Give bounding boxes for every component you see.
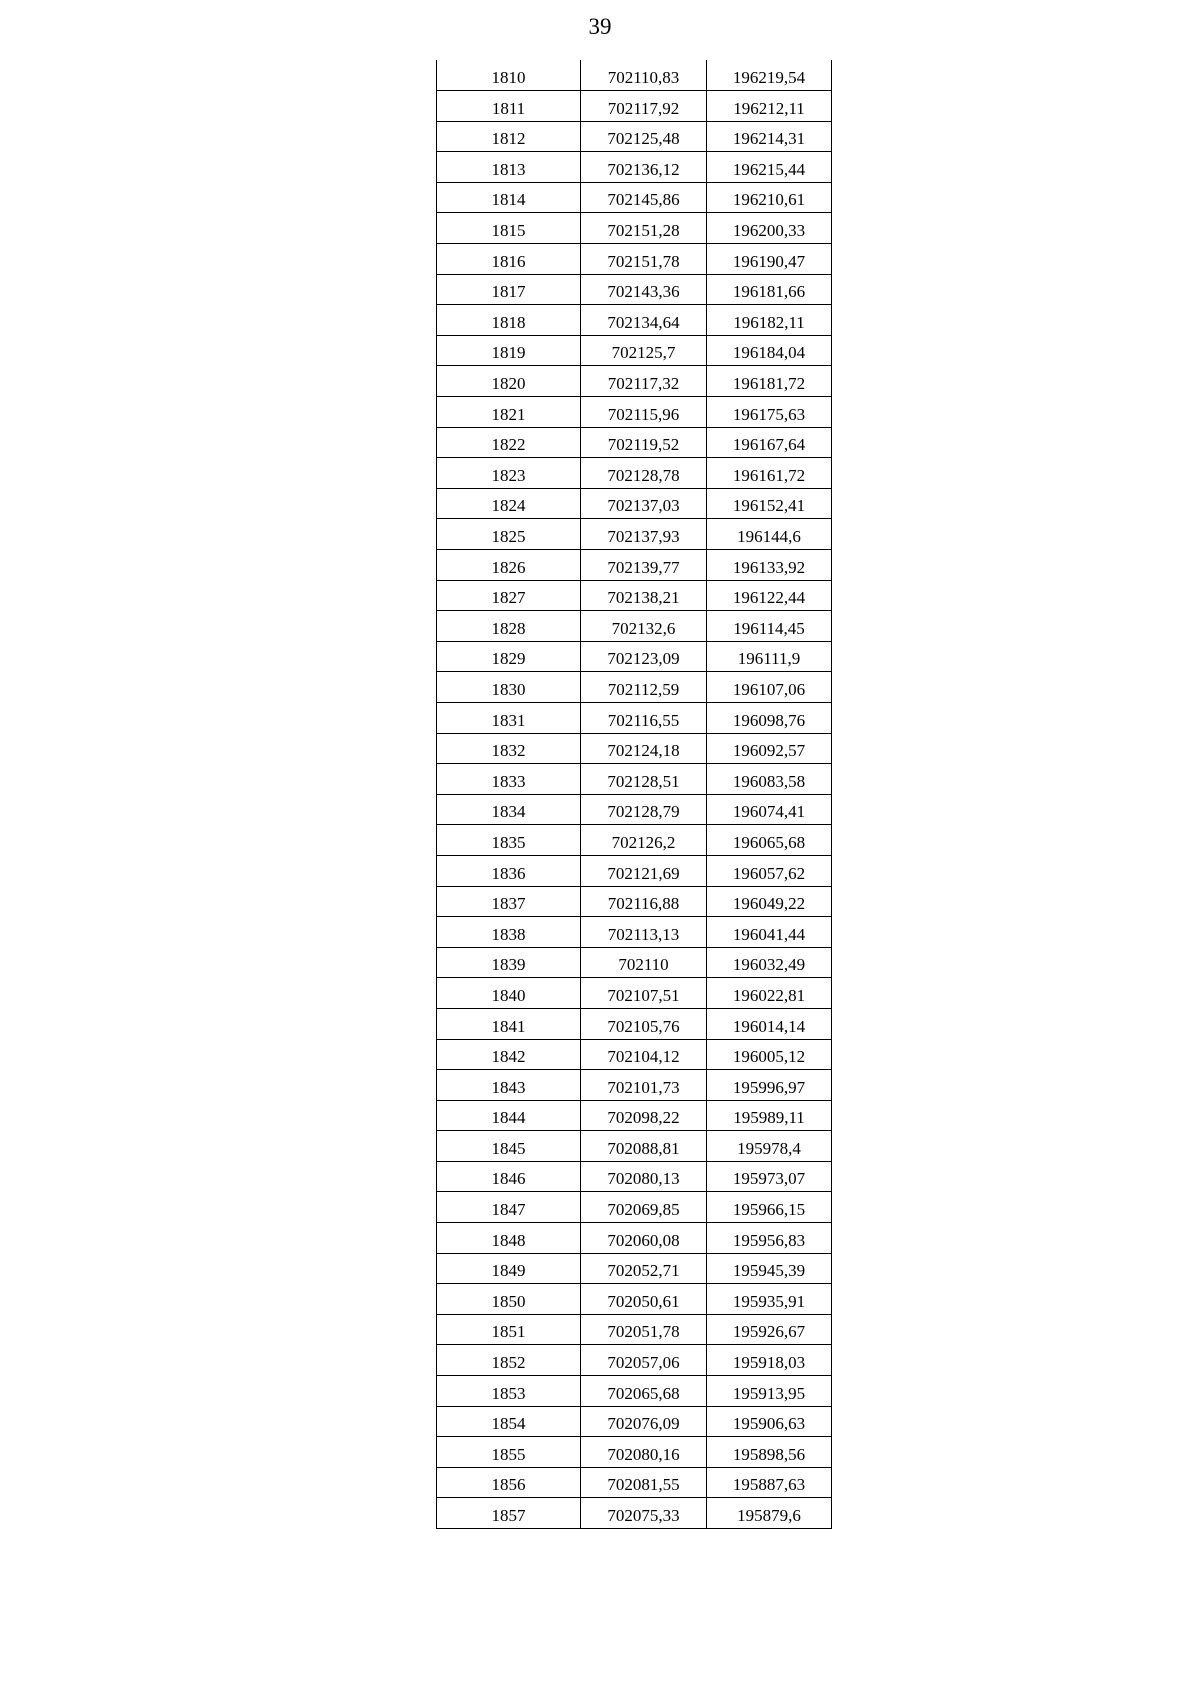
x-coordinate-cell: 702151,28: [581, 213, 707, 244]
y-coordinate-cell: 196190,47: [707, 244, 832, 275]
x-coordinate-cell: 702117,32: [581, 366, 707, 397]
table-row: [437, 60, 832, 91]
point-number-cell: 1852: [437, 1345, 581, 1376]
x-coordinate-cell: 702107,51: [581, 978, 707, 1009]
point-number-cell: 1836: [437, 855, 581, 886]
x-coordinate-cell: 702060,08: [581, 1223, 707, 1254]
point-number-cell: 1816: [437, 244, 581, 275]
x-coordinate-cell: 702128,78: [581, 458, 707, 489]
y-coordinate-cell: 196182,11: [707, 305, 832, 336]
y-coordinate-cell: 195966,15: [707, 1192, 832, 1223]
table-row: [437, 397, 832, 428]
point-number-cell: 1851: [437, 1314, 581, 1345]
table-row: [437, 1376, 832, 1407]
y-coordinate-cell: 195926,67: [707, 1314, 832, 1345]
y-coordinate-cell: 196161,72: [707, 458, 832, 489]
point-number-cell: 1819: [437, 335, 581, 366]
point-number-cell: 1832: [437, 733, 581, 764]
table-row: [437, 764, 832, 795]
point-number-cell: 1847: [437, 1192, 581, 1223]
point-number-cell: 1843: [437, 1070, 581, 1101]
point-number-cell: 1817: [437, 274, 581, 305]
point-number-cell: 1835: [437, 825, 581, 856]
y-coordinate-cell: 196181,72: [707, 366, 832, 397]
point-number-cell: 1814: [437, 182, 581, 213]
point-number-cell: 1820: [437, 366, 581, 397]
y-coordinate-cell: 196114,45: [707, 611, 832, 642]
x-coordinate-cell: 702051,78: [581, 1314, 707, 1345]
table-row: [437, 244, 832, 275]
table-row: [437, 641, 832, 672]
table-row: [437, 305, 832, 336]
point-number-cell: 1837: [437, 886, 581, 917]
point-number-cell: 1850: [437, 1284, 581, 1315]
point-number-cell: 1815: [437, 213, 581, 244]
x-coordinate-cell: 702128,51: [581, 764, 707, 795]
x-coordinate-cell: 702139,77: [581, 550, 707, 581]
y-coordinate-cell: 196215,44: [707, 152, 832, 183]
table-row: [437, 1284, 832, 1315]
table-row: [437, 794, 832, 825]
y-coordinate-cell: 196184,04: [707, 335, 832, 366]
table-row: [437, 182, 832, 213]
x-coordinate-cell: 702065,68: [581, 1376, 707, 1407]
y-coordinate-cell: 196181,66: [707, 274, 832, 305]
y-coordinate-cell: 195973,07: [707, 1161, 832, 1192]
x-coordinate-cell: 702052,71: [581, 1253, 707, 1284]
point-number-cell: 1846: [437, 1161, 581, 1192]
y-coordinate-cell: 195996,97: [707, 1070, 832, 1101]
point-number-cell: 1844: [437, 1100, 581, 1131]
y-coordinate-cell: 196175,63: [707, 397, 832, 428]
table-row: [437, 886, 832, 917]
y-coordinate-cell: 196074,41: [707, 794, 832, 825]
x-coordinate-cell: 702132,6: [581, 611, 707, 642]
x-coordinate-cell: 702080,13: [581, 1161, 707, 1192]
y-coordinate-cell: 196133,92: [707, 550, 832, 581]
table-row: [437, 1192, 832, 1223]
table-row: [437, 1070, 832, 1101]
coordinates-table-body: [437, 60, 832, 1529]
x-coordinate-cell: 702151,78: [581, 244, 707, 275]
point-number-cell: 1853: [437, 1376, 581, 1407]
table-row: [437, 152, 832, 183]
x-coordinate-cell: 702104,12: [581, 1039, 707, 1070]
table-row: [437, 1345, 832, 1376]
table-row: [437, 611, 832, 642]
point-number-cell: 1848: [437, 1223, 581, 1254]
x-coordinate-cell: 702057,06: [581, 1345, 707, 1376]
x-coordinate-cell: 702113,13: [581, 917, 707, 948]
table-row: [437, 1467, 832, 1498]
table-row: [437, 1008, 832, 1039]
y-coordinate-cell: 196107,06: [707, 672, 832, 703]
x-coordinate-cell: 702137,93: [581, 519, 707, 550]
point-number-cell: 1849: [437, 1253, 581, 1284]
point-number-cell: 1813: [437, 152, 581, 183]
x-coordinate-cell: 702110,83: [581, 60, 707, 91]
table-row: [437, 91, 832, 122]
x-coordinate-cell: 702088,81: [581, 1131, 707, 1162]
y-coordinate-cell: 196212,11: [707, 91, 832, 122]
point-number-cell: 1811: [437, 91, 581, 122]
y-coordinate-cell: 196032,49: [707, 947, 832, 978]
point-number-cell: 1810: [437, 60, 581, 91]
y-coordinate-cell: 196122,44: [707, 580, 832, 611]
y-coordinate-cell: 196210,61: [707, 182, 832, 213]
table-row: [437, 1161, 832, 1192]
point-number-cell: 1845: [437, 1131, 581, 1162]
x-coordinate-cell: 702137,03: [581, 488, 707, 519]
y-coordinate-cell: 195935,91: [707, 1284, 832, 1315]
point-number-cell: 1830: [437, 672, 581, 703]
table-row: [437, 1437, 832, 1468]
x-coordinate-cell: 702119,52: [581, 427, 707, 458]
y-coordinate-cell: 196214,31: [707, 121, 832, 152]
x-coordinate-cell: 702136,12: [581, 152, 707, 183]
y-coordinate-cell: 196200,33: [707, 213, 832, 244]
y-coordinate-cell: 196057,62: [707, 855, 832, 886]
point-number-cell: 1812: [437, 121, 581, 152]
x-coordinate-cell: 702117,92: [581, 91, 707, 122]
table-row: [437, 1253, 832, 1284]
y-coordinate-cell: 196065,68: [707, 825, 832, 856]
y-coordinate-cell: 195918,03: [707, 1345, 832, 1376]
y-coordinate-cell: 195945,39: [707, 1253, 832, 1284]
y-coordinate-cell: 195879,6: [707, 1498, 832, 1529]
x-coordinate-cell: 702123,09: [581, 641, 707, 672]
y-coordinate-cell: 196041,44: [707, 917, 832, 948]
table-row: [437, 733, 832, 764]
table-row: [437, 1100, 832, 1131]
point-number-cell: 1827: [437, 580, 581, 611]
point-number-cell: 1824: [437, 488, 581, 519]
x-coordinate-cell: 702134,64: [581, 305, 707, 336]
point-number-cell: 1841: [437, 1008, 581, 1039]
table-row: [437, 1131, 832, 1162]
x-coordinate-cell: 702121,69: [581, 855, 707, 886]
point-number-cell: 1857: [491, 1506, 526, 1525]
y-coordinate-cell: 196167,64: [707, 427, 832, 458]
point-number-cell: 1834: [437, 794, 581, 825]
table-row: [437, 488, 832, 519]
point-number-cell: 1856: [437, 1467, 581, 1498]
point-number-cell: 1833: [437, 764, 581, 795]
table-row: [437, 1223, 832, 1254]
table-row: [437, 978, 832, 1009]
y-coordinate-cell: 196005,12: [707, 1039, 832, 1070]
y-coordinate-cell: 195956,83: [707, 1223, 832, 1254]
table-row: [437, 1314, 832, 1345]
point-number-cell: 1839: [437, 947, 581, 978]
x-coordinate-cell: 702116,88: [581, 886, 707, 917]
table-row: [437, 213, 832, 244]
x-coordinate-cell: 702110: [581, 947, 707, 978]
table-row: [437, 1406, 832, 1437]
x-coordinate-cell: 702125,48: [581, 121, 707, 152]
x-coordinate-cell: 702125,7: [581, 335, 707, 366]
table-row: [437, 825, 832, 856]
table-row: [437, 672, 832, 703]
x-coordinate-cell: 702101,73: [581, 1070, 707, 1101]
x-coordinate-cell: 702126,2: [581, 825, 707, 856]
point-number-cell: 1829: [437, 641, 581, 672]
table-row: [437, 121, 832, 152]
y-coordinate-cell: 195978,4: [707, 1131, 832, 1162]
table-row: [437, 1498, 832, 1529]
point-number-cell: 1855: [437, 1437, 581, 1468]
table-row: [437, 335, 832, 366]
y-coordinate-cell: 195887,63: [707, 1467, 832, 1498]
x-coordinate-cell: 702075,33: [581, 1498, 707, 1529]
x-coordinate-cell: 702081,55: [581, 1467, 707, 1498]
x-coordinate-cell: 702076,09: [581, 1406, 707, 1437]
table-row: [437, 1039, 832, 1070]
point-number-cell: 1821: [437, 397, 581, 428]
x-coordinate-cell: 702116,55: [581, 702, 707, 733]
y-coordinate-cell: 196219,54: [707, 60, 832, 91]
y-coordinate-cell: 196022,81: [707, 978, 832, 1009]
y-coordinate-cell: 196144,6: [707, 519, 832, 550]
point-number-cell: 1831: [437, 702, 581, 733]
x-coordinate-cell: 702098,22: [581, 1100, 707, 1131]
x-coordinate-cell: 702138,21: [581, 580, 707, 611]
table-row: [437, 917, 832, 948]
point-number-cell: 1828: [437, 611, 581, 642]
x-coordinate-cell: 702115,96: [581, 397, 707, 428]
point-number-cell: 1826: [437, 550, 581, 581]
x-coordinate-cell: 702124,18: [581, 733, 707, 764]
coordinates-table: [436, 60, 832, 1529]
point-number-cell: 1842: [437, 1039, 581, 1070]
y-coordinate-cell: 196049,22: [707, 886, 832, 917]
y-coordinate-cell: 196092,57: [707, 733, 832, 764]
x-coordinate-cell: 702050,61: [581, 1284, 707, 1315]
y-coordinate-cell: 195906,63: [707, 1406, 832, 1437]
point-number-cell: 1818: [437, 305, 581, 336]
table-row: [437, 947, 832, 978]
table-row: [437, 274, 832, 305]
y-coordinate-cell: 196111,9: [707, 641, 832, 672]
table-row: [437, 855, 832, 886]
point-number-cell: 1825: [437, 519, 581, 550]
y-coordinate-cell: 195913,95: [707, 1376, 832, 1407]
point-number-cell: 1838: [437, 917, 581, 948]
page-number: 39: [588, 14, 612, 39]
table-row: [437, 366, 832, 397]
x-coordinate-cell: 702069,85: [581, 1192, 707, 1223]
y-coordinate-cell: 196152,41: [707, 488, 832, 519]
y-coordinate-cell: 196014,14: [707, 1008, 832, 1039]
point-number-cell: 1823: [437, 458, 581, 489]
point-number-cell: 1822: [437, 427, 581, 458]
x-coordinate-cell: 702105,76: [581, 1008, 707, 1039]
table-row: [437, 550, 832, 581]
table-row: [437, 519, 832, 550]
x-coordinate-cell: 702143,36: [581, 274, 707, 305]
table-row: [437, 580, 832, 611]
point-number-cell: 1840: [437, 978, 581, 1009]
y-coordinate-cell: 195898,56: [707, 1437, 832, 1468]
table-row: [437, 427, 832, 458]
table-row: [437, 458, 832, 489]
point-number-cell: 1854: [437, 1406, 581, 1437]
y-coordinate-cell: 195989,11: [707, 1100, 832, 1131]
x-coordinate-cell: 702145,86: [581, 182, 707, 213]
x-coordinate-cell: 702112,59: [581, 672, 707, 703]
x-coordinate-cell: 702128,79: [581, 794, 707, 825]
x-coordinate-cell: 702080,16: [581, 1437, 707, 1468]
y-coordinate-cell: 196083,58: [707, 764, 832, 795]
table-row: [437, 702, 832, 733]
y-coordinate-cell: 196098,76: [707, 702, 832, 733]
